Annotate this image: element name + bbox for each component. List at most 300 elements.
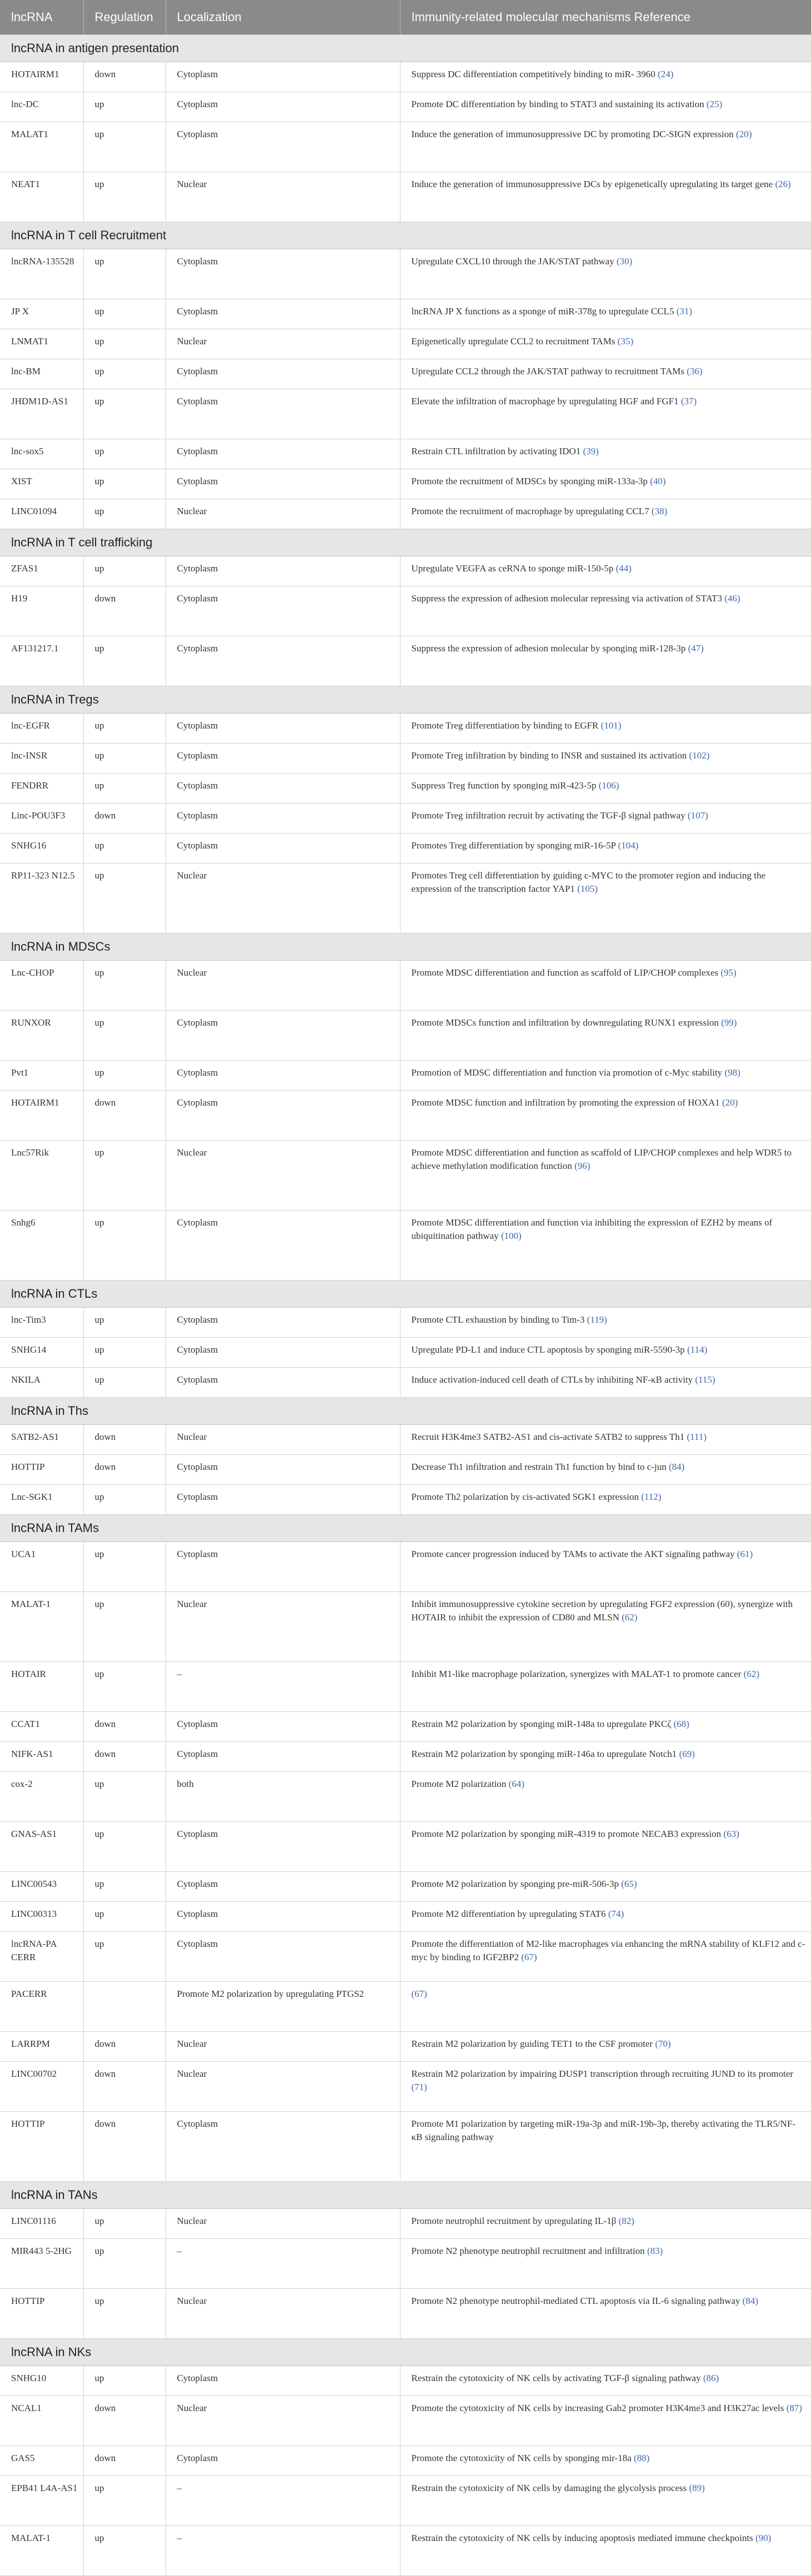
regulation-cell: up — [83, 249, 166, 299]
table-row — [0, 1211, 811, 1281]
lncrna-name-cell: HOTAIRM1 — [0, 1091, 83, 1141]
mechanism-text: Promote N2 phenotype neutrophil recruitment and infiltration — [411, 2246, 645, 2256]
mechanism-cell — [400, 329, 811, 359]
regulation-cell: up — [83, 1211, 166, 1281]
regulation-cell: up — [83, 299, 166, 329]
mechanism-text: Induce activation-induced cell death of CTLs by inhibiting NF-κB activity — [411, 1374, 693, 1385]
regulation-cell: up — [83, 122, 166, 172]
regulation-cell: up — [83, 1061, 166, 1091]
localization-cell: Cytoplasm — [166, 636, 400, 686]
regulation-cell: down — [83, 2396, 166, 2446]
reference-link[interactable]: (105) — [577, 883, 598, 894]
mechanism-text: Inhibit M1-like macrophage polarization, synergizes with MALAT-1 to promote cancer — [411, 1669, 742, 1679]
reference-link[interactable]: (39) — [583, 446, 599, 456]
mechanism-text: Promote MDSC differentiation and function as scaffold of LIP/CHOP complexes — [411, 967, 719, 978]
lncrna-name-cell: lnc-sox5 — [0, 439, 83, 469]
reference-link[interactable]: (84) — [668, 1462, 685, 1472]
section-row — [0, 529, 811, 556]
mechanism-text: Restrain M2 polarization by impairing DUSP1 transcription through recruiting JUND to its promoter — [411, 2068, 793, 2079]
mechanism-cell — [400, 1061, 811, 1091]
reference-link[interactable]: (37) — [680, 396, 697, 406]
regulation-cell: up — [83, 1542, 166, 1592]
regulation-cell: up — [83, 2476, 166, 2526]
regulation-cell: up — [83, 439, 166, 469]
reference-link[interactable]: (62) — [622, 1612, 638, 1623]
lncrna-name-cell: Lnc-CHOP — [0, 961, 83, 1011]
mechanism-text: Promote MDSC differentiation and function via inhibiting the expression of EZH2 by means of ubiquitination pathway — [411, 1217, 773, 1241]
regulation-cell: up — [83, 172, 166, 222]
localization-cell: Cytoplasm — [166, 586, 400, 636]
reference-link[interactable]: (62) — [743, 1669, 759, 1679]
lncrna-name-cell: SNHG16 — [0, 833, 83, 863]
reference-link[interactable]: (115) — [695, 1374, 715, 1385]
reference-link[interactable]: (40) — [650, 476, 666, 486]
mechanism-text: Upregulate CXCL10 through the JAK/STAT pathway — [411, 256, 614, 267]
localization-cell: Nuclear — [166, 1592, 400, 1662]
table-row — [0, 1772, 811, 1822]
table-row — [0, 122, 811, 172]
regulation-cell: down — [83, 804, 166, 833]
table-row — [0, 499, 811, 529]
lncrna-name-cell: SNHG10 — [0, 2366, 83, 2396]
mechanism-cell — [400, 1455, 811, 1485]
regulation-cell: up — [83, 1592, 166, 1662]
lncrna-name-cell: Snhg6 — [0, 1211, 83, 1281]
reference-link[interactable]: (96) — [574, 1161, 590, 1171]
section-title: lncRNA in Ths — [0, 1398, 811, 1425]
lncrna-name-cell: Linc-POU3F3 — [0, 804, 83, 833]
reference-link[interactable]: (25) — [706, 99, 723, 109]
regulation-cell: up — [83, 499, 166, 529]
reference-link[interactable]: (83) — [647, 2246, 663, 2256]
mechanism-text: Promotes Treg differentiation by sponging miR-16-5P — [411, 840, 616, 851]
localization-cell: Cytoplasm — [166, 62, 400, 92]
mechanism-text: Restrain M2 polarization by guiding TET1 to the CSF promoter — [411, 2038, 653, 2049]
table-row — [0, 2112, 811, 2182]
lncrna-name-cell: lnc-DC — [0, 92, 83, 122]
mechanism-text: Promote Treg infiltration recruit by activating the TGF-β signal pathway — [411, 810, 685, 821]
reference-link[interactable]: (31) — [676, 306, 693, 317]
header-localization: Localization — [166, 0, 400, 35]
mechanism-text: Upregulate VEGFA as ceRNA to sponge miR-150-5p — [411, 563, 614, 574]
table-row — [0, 1932, 811, 1982]
localization-cell: Cytoplasm — [166, 1485, 400, 1515]
mechanism-text: Restrain the cytotoxicity of NK cells by activating TGF-β signaling pathway — [411, 2373, 701, 2383]
lncrna-name-cell: SNHG14 — [0, 1338, 83, 1368]
reference-link[interactable]: (20) — [722, 1097, 738, 1108]
localization-cell: Cytoplasm — [166, 299, 400, 329]
reference-link[interactable]: (24) — [658, 69, 674, 79]
lncrna-name-cell: LINC00702 — [0, 2062, 83, 2112]
lncrna-name-cell: LINC00313 — [0, 1902, 83, 1932]
lncrna-name-cell: Lnc-SGK1 — [0, 1485, 83, 1515]
mechanism-cell — [400, 2446, 811, 2476]
lncrna-name-cell: JP X — [0, 299, 83, 329]
regulation-cell: up — [83, 1308, 166, 1338]
reference-link[interactable]: (112) — [641, 1492, 662, 1502]
table-row — [0, 1662, 811, 1712]
localization-cell: Cytoplasm — [166, 1872, 400, 1902]
mechanism-text: Promote M2 polarization by sponging miR-4319 to promote NECAB3 expression — [411, 1829, 722, 1839]
regulation-cell: up — [83, 1902, 166, 1932]
localization-cell: Cytoplasm — [166, 1338, 400, 1368]
mechanism-text: Restrain M2 polarization by sponging miR-148a to upregulate PKCζ — [411, 1719, 672, 1729]
reference-link[interactable]: (106) — [598, 780, 619, 791]
localization-cell: Cytoplasm — [166, 249, 400, 299]
lncrna-name-cell: JHDM1D-AS1 — [0, 389, 83, 439]
lncrna-name-cell: XIST — [0, 469, 83, 499]
table-row — [0, 1425, 811, 1455]
regulation-cell: down — [83, 586, 166, 636]
table-row — [0, 1141, 811, 1211]
table-row — [0, 714, 811, 744]
reference-link[interactable]: (64) — [508, 1779, 524, 1789]
section-row — [0, 35, 811, 62]
reference-link[interactable]: (104) — [618, 840, 639, 851]
table-row — [0, 1061, 811, 1091]
regulation-cell: up — [83, 329, 166, 359]
localization-cell: Cytoplasm — [166, 1061, 400, 1091]
localization-cell: – — [166, 1662, 400, 1712]
localization-cell: Cytoplasm — [166, 1902, 400, 1932]
localization-cell: Cytoplasm — [166, 469, 400, 499]
section-row — [0, 933, 811, 961]
mechanism-text: Promote N2 phenotype neutrophil-mediated CTL apoptosis via IL-6 signaling pathway — [411, 2296, 740, 2306]
localization-cell: Cytoplasm — [166, 1822, 400, 1872]
localization-cell: Nuclear — [166, 2062, 400, 2112]
mechanism-cell — [400, 1308, 811, 1338]
table-row — [0, 636, 811, 686]
regulation-cell: down — [83, 2062, 166, 2112]
mechanism-text: Promote MDSC function and infiltration by promoting the expression of HOXA1 — [411, 1097, 720, 1108]
mechanism-text: Promote MDSC differentiation and function as scaffold of LIP/CHOP complexes and help WDR5 to achieve methylation modification function — [411, 1147, 792, 1171]
reference-link[interactable]: (86) — [703, 2373, 719, 2383]
lncrna-name-cell: LINC01116 — [0, 2209, 83, 2239]
regulation-cell: up — [83, 2526, 166, 2576]
lncrna-name-cell: ZFAS1 — [0, 556, 83, 586]
regulation-cell: up — [83, 359, 166, 389]
reference-link[interactable]: (30) — [616, 256, 633, 267]
localization-cell: – — [166, 2476, 400, 2526]
regulation-cell: up — [83, 961, 166, 1011]
reference-link[interactable]: (70) — [655, 2038, 671, 2049]
localization-cell: Nuclear — [166, 172, 400, 222]
mechanism-text: Promote M2 differentiation by upregulating STAT6 — [411, 1909, 606, 1919]
mechanism-cell — [400, 1872, 811, 1902]
table-row — [0, 2366, 811, 2396]
localization-cell: Cytoplasm — [166, 92, 400, 122]
mechanism-cell — [400, 833, 811, 863]
localization-cell: both — [166, 1772, 400, 1822]
mechanism-text: Promote Th2 polarization by cis-activated SGK1 expression — [411, 1492, 639, 1502]
mechanism-cell — [400, 1662, 811, 1712]
reference-link[interactable]: (88) — [634, 2453, 650, 2463]
header-regulation: Regulation — [83, 0, 166, 35]
mechanism-text: Promote DC differentiation by binding to STAT3 and sustaining its activation — [411, 99, 704, 109]
lncrna-name-cell: lncRNA-PA CERR — [0, 1932, 83, 1982]
localization-cell: Nuclear — [166, 2032, 400, 2062]
reference-link[interactable]: (74) — [608, 1909, 624, 1919]
mechanism-cell — [400, 636, 811, 686]
section-title: lncRNA in NKs — [0, 2339, 811, 2366]
table-row — [0, 1011, 811, 1061]
mechanism-cell — [400, 92, 811, 122]
localization-cell: Cytoplasm — [166, 2446, 400, 2476]
table-row — [0, 2062, 811, 2112]
lncrna-name-cell: HOTAIR — [0, 1662, 83, 1712]
reference-link[interactable]: (26) — [775, 179, 791, 189]
mechanism-cell — [400, 556, 811, 586]
mechanism-cell — [400, 469, 811, 499]
table-row — [0, 1308, 811, 1338]
section-title: lncRNA in T cell Recruitment — [0, 222, 811, 249]
localization-cell: Cytoplasm — [166, 804, 400, 833]
lncrna-name-cell: MALAT-1 — [0, 2526, 83, 2576]
reference-link[interactable]: (102) — [689, 750, 710, 761]
lncrna-name-cell: lnc-EGFR — [0, 714, 83, 744]
reference-link[interactable]: (111) — [687, 1432, 707, 1442]
mechanism-cell — [400, 249, 811, 299]
lncrna-name-cell: HOTTIP — [0, 2112, 83, 2182]
regulation-cell: down — [83, 1091, 166, 1141]
reference-link[interactable]: (68) — [673, 1719, 689, 1729]
reference-link[interactable]: (99) — [721, 1017, 737, 1028]
lncrna-name-cell: LARRPM — [0, 2032, 83, 2062]
localization-cell: Cytoplasm — [166, 389, 400, 439]
table-row — [0, 2526, 811, 2576]
localization-cell: Cytoplasm — [166, 744, 400, 774]
section-title: lncRNA in antigen presentation — [0, 35, 811, 62]
lncrna-name-cell: lncRNA-135528 — [0, 249, 83, 299]
regulation-cell: down — [83, 1712, 166, 1742]
reference-link[interactable]: (47) — [688, 643, 704, 654]
reference-link[interactable]: (38) — [651, 506, 668, 516]
mechanism-cell — [400, 1485, 811, 1515]
lncrna-name-cell: AF131217.1 — [0, 636, 83, 686]
mechanism-text: Promote Treg differentiation by binding to EGFR — [411, 720, 599, 731]
lncrna-name-cell: NCAL1 — [0, 2396, 83, 2446]
section-title: lncRNA in CTLs — [0, 1281, 811, 1308]
mechanism-text: Promote CTL exhaustion by binding to Tim-3 — [411, 1314, 585, 1325]
regulation-cell: down — [83, 1742, 166, 1772]
localization-cell: Cytoplasm — [166, 1455, 400, 1485]
table-row — [0, 961, 811, 1011]
lncrna-name-cell: GAS5 — [0, 2446, 83, 2476]
mechanism-text: Restrain the cytotoxicity of NK cells by damaging the glycolysis process — [411, 2483, 687, 2493]
reference-link[interactable]: (87) — [786, 2403, 802, 2413]
table-row — [0, 1712, 811, 1742]
lncrna-name-cell: HOTAIRM1 — [0, 62, 83, 92]
mechanism-text: Promote neutrophil recruitment by upregulating IL-1β — [411, 2216, 617, 2226]
reference-link[interactable]: (44) — [615, 563, 632, 574]
table-row — [0, 299, 811, 329]
localization-cell: Nuclear — [166, 961, 400, 1011]
table-row — [0, 1542, 811, 1592]
reference-link[interactable]: (90) — [755, 2533, 772, 2543]
localization-cell: Cytoplasm — [166, 1932, 400, 1982]
regulation-cell: up — [83, 556, 166, 586]
lncrna-name-cell: Lnc57Rik — [0, 1141, 83, 1211]
mechanism-text: Suppress Treg function by sponging miR-423-5p — [411, 780, 597, 791]
localization-cell: Cytoplasm — [166, 1742, 400, 1772]
localization-cell: Cytoplasm — [166, 1091, 400, 1141]
table-row — [0, 469, 811, 499]
reference-link[interactable]: (89) — [689, 2483, 705, 2493]
mechanism-text: Promote M2 polarization — [411, 1779, 507, 1789]
table-row — [0, 2239, 811, 2289]
table-row — [0, 389, 811, 439]
mechanism-cell — [400, 1011, 811, 1061]
reference-link[interactable]: (46) — [724, 593, 740, 604]
regulation-cell: up — [83, 863, 166, 933]
mechanism-cell — [400, 499, 811, 529]
reference-link[interactable]: (84) — [742, 2296, 758, 2306]
mechanism-text: Promote Treg infiltration by binding to INSR and sustained its activation — [411, 750, 687, 761]
reference-link[interactable]: (69) — [679, 1749, 695, 1759]
regulation-cell: down — [83, 1425, 166, 1455]
reference-link[interactable]: (114) — [687, 1344, 708, 1355]
table-row — [0, 172, 811, 222]
reference-link[interactable]: (100) — [500, 1231, 522, 1241]
table-row — [0, 1742, 811, 1772]
lncrna-name-cell: EPB41 L4A-AS1 — [0, 2476, 83, 2526]
regulation-cell: up — [83, 1772, 166, 1822]
table-row — [0, 1822, 811, 1872]
section-title: lncRNA in TAMs — [0, 1515, 811, 1542]
mechanism-cell — [400, 1211, 811, 1281]
mechanism-cell — [400, 1425, 811, 1455]
reference-link[interactable]: (35) — [617, 336, 634, 347]
localization-cell: Nuclear — [166, 2209, 400, 2239]
lncrna-name-cell: LINC01094 — [0, 499, 83, 529]
section-title: lncRNA in Tregs — [0, 686, 811, 714]
mechanism-text: Recruit H3K4me3 SATB2-AS1 and cis-activate SATB2 to suppress Th1 — [411, 1432, 685, 1442]
table-row — [0, 2032, 811, 2062]
localization-cell: Cytoplasm — [166, 359, 400, 389]
mechanism-text: Promote the cytotoxicity of NK cells by sponging mir-18a — [411, 2453, 632, 2463]
mechanism-cell — [400, 714, 811, 744]
header-lncrna: lncRNA — [0, 0, 83, 35]
mechanism-cell — [400, 2289, 811, 2339]
regulation-cell: up — [83, 1872, 166, 1902]
lncrna-name-cell: CCAT1 — [0, 1712, 83, 1742]
localization-cell: Cytoplasm — [166, 439, 400, 469]
lncrna-name-cell: HOTTIP — [0, 1455, 83, 1485]
table-row — [0, 2396, 811, 2446]
reference-link[interactable]: (98) — [724, 1067, 740, 1078]
reference-link[interactable]: (119) — [587, 1314, 607, 1325]
table-body — [0, 35, 811, 2576]
regulation-cell: up — [83, 2239, 166, 2289]
section-title: lncRNA in MDSCs — [0, 933, 811, 961]
lncrna-name-cell: NKILA — [0, 1368, 83, 1398]
regulation-cell: up — [83, 469, 166, 499]
mechanism-cell — [400, 2032, 811, 2062]
mechanism-text: Restrain CTL infiltration by activating IDO1 — [411, 446, 581, 456]
lncrna-name-cell: NEAT1 — [0, 172, 83, 222]
lncrna-name-cell: MALAT1 — [0, 122, 83, 172]
mechanism-text: Promotes Treg cell differentiation by guiding c-MYC to the promoter region and inducing the expression of the transcription factor YAP1 — [411, 870, 766, 894]
mechanism-cell — [400, 1712, 811, 1742]
reference-link[interactable]: (82) — [618, 2216, 634, 2226]
localization-cell: Cytoplasm — [166, 833, 400, 863]
localization-cell: Cytoplasm — [166, 556, 400, 586]
mechanism-cell — [400, 774, 811, 804]
header-mechanism-reference: Immunity-related molecular mechanisms Reference — [400, 0, 811, 35]
mechanism-text: Promote the cytotoxicity of NK cells by increasing Gab2 promoter H3K4me3 and H3K27ac levels — [411, 2403, 784, 2413]
localization-cell: Cytoplasm — [166, 122, 400, 172]
reference-link[interactable]: (65) — [621, 1879, 637, 1889]
regulation-cell: up — [83, 1338, 166, 1368]
regulation-cell: down — [83, 1455, 166, 1485]
mechanism-cell — [400, 1542, 811, 1592]
reference-link[interactable]: (20) — [736, 129, 752, 139]
reference-link[interactable]: (67) — [411, 1989, 427, 1999]
table-row — [0, 2446, 811, 2476]
reference-link[interactable]: (71) — [411, 2082, 427, 2092]
lncrna-name-cell: H19 — [0, 586, 83, 636]
table-row — [0, 1982, 811, 2032]
lncrna-name-cell: GNAS-AS1 — [0, 1822, 83, 1872]
regulation-cell: up — [83, 92, 166, 122]
mechanism-text: Promote the differentiation of M2-like macrophages via enhancing the mRNA stability of KLF12 and c-myc by binding to IGF2BP2 — [411, 1939, 805, 1962]
table-row — [0, 1872, 811, 1902]
table-row — [0, 833, 811, 863]
reference-link[interactable]: (61) — [737, 1549, 753, 1559]
lncrna-name-cell: SATB2-AS1 — [0, 1425, 83, 1455]
table-row — [0, 2476, 811, 2526]
mechanism-cell — [400, 2112, 811, 2182]
localization-cell: Nuclear — [166, 863, 400, 933]
lncrna-name-cell: UCA1 — [0, 1542, 83, 1592]
reference-link[interactable]: (107) — [687, 810, 708, 821]
mechanism-cell — [400, 389, 811, 439]
lncrna-name-cell: lnc-BM — [0, 359, 83, 389]
mechanism-text: Promotion of MDSC differentiation and function via promotion of c-Myc stability — [411, 1067, 723, 1078]
lncrna-name-cell: Pvt1 — [0, 1061, 83, 1091]
localization-cell: Cytoplasm — [166, 2112, 400, 2182]
mechanism-cell — [400, 2366, 811, 2396]
reference-link[interactable]: (67) — [521, 1952, 537, 1962]
mechanism-cell — [400, 1368, 811, 1398]
mechanism-cell — [400, 2062, 811, 2112]
mechanism-text: Promote M2 polarization by sponging pre-miR-506-3p — [411, 1879, 619, 1889]
localization-cell: Nuclear — [166, 1425, 400, 1455]
reference-link[interactable]: (63) — [723, 1829, 739, 1839]
table-row — [0, 2209, 811, 2239]
lncrna-name-cell: NIFK-AS1 — [0, 1742, 83, 1772]
mechanism-text: Suppress the expression of adhesion molecular repressing via activation of STAT3 — [411, 593, 723, 604]
localization-cell: Cytoplasm — [166, 1368, 400, 1398]
lncrna-name-cell: HOTTIP — [0, 2289, 83, 2339]
mechanism-text: Suppress DC differentiation competitively binding to miR- 3960 — [411, 69, 655, 79]
mechanism-text: Inhibit immunosuppressive cytokine secretion by upregulating FGF2 expression (60), synergize with HOTAIR to inhibit the expression of CD80 and MLSN — [411, 1599, 793, 1623]
lncrna-name-cell: FENDRR — [0, 774, 83, 804]
reference-link[interactable]: (101) — [600, 720, 622, 731]
reference-link[interactable]: (95) — [720, 967, 737, 978]
lncrna-name-cell: lnc-INSR — [0, 744, 83, 774]
mechanism-cell — [400, 2209, 811, 2239]
mechanism-text: Promote the recruitment of MDSCs by sponging miR-133a-3p — [411, 476, 648, 486]
mechanism-cell — [400, 1141, 811, 1211]
reference-link[interactable]: (36) — [687, 366, 703, 376]
lncrna-name-cell: PACERR — [0, 1982, 83, 2032]
table-row — [0, 774, 811, 804]
section-row — [0, 1281, 811, 1308]
section-row — [0, 2339, 811, 2366]
section-title: lncRNA in TANs — [0, 2182, 811, 2209]
regulation-cell: up — [83, 1822, 166, 1872]
